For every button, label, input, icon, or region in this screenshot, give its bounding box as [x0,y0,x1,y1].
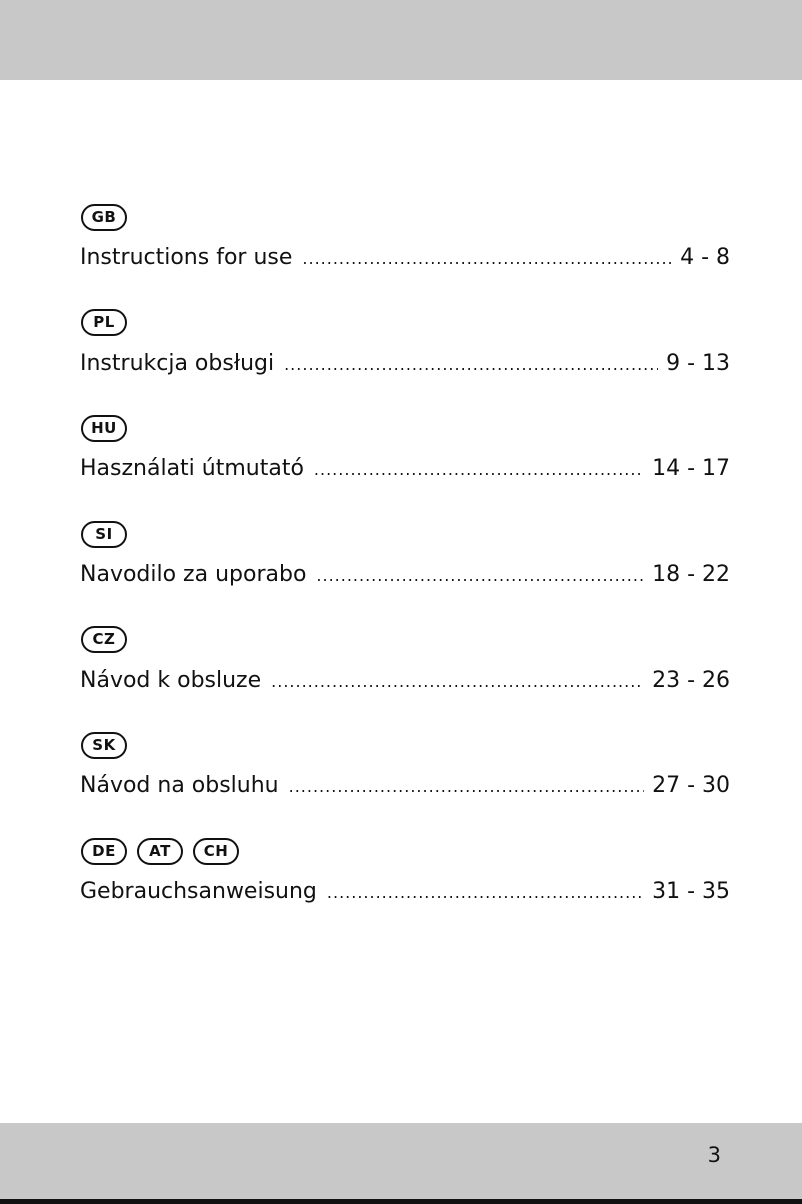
toc-entry-pages: 27 - 30 [652,773,730,799]
toc-section-hu [80,411,730,517]
language-badge-gb: GB [81,204,127,231]
language-badges [81,411,730,445]
toc-entry-title: Navodilo za uporabo [80,562,307,588]
toc-entry[interactable] [80,455,730,484]
toc-entry-title: Instructions for use [80,245,293,270]
toc-section-sk [80,728,730,834]
language-badges [81,517,730,551]
language-badge-pl: PL [81,309,127,336]
language-badge-ch: CH [193,838,239,865]
toc-section-si [80,517,730,623]
toc-entry[interactable] [80,350,730,379]
toc-entry-title: Návod na obsluhu [80,773,279,799]
toc-entry-title: Használati útmutató [80,456,304,482]
toc-entry-pages: 23 - 26 [652,667,730,693]
toc-entry-pages: 9 - 13 [666,350,730,376]
language-badge-hu: HU [81,415,127,442]
toc-section-pl [80,306,730,412]
page-number: 3 [707,1143,721,1167]
toc-entry[interactable] [80,772,730,801]
language-badge-at: AT [137,838,183,865]
language-badge-cz: CZ [81,626,127,653]
language-badge-de: DE [81,838,127,865]
language-badges [81,200,730,234]
table-of-contents [80,200,730,940]
top-gray-band [0,0,802,80]
toc-entry-pages: 18 - 22 [652,562,730,588]
toc-entry[interactable] [80,878,730,907]
dot-leader [302,245,672,273]
language-badge-sk: SK [81,732,127,759]
toc-entry[interactable] [80,244,730,273]
bottom-divider [0,1199,802,1204]
language-badges [81,728,730,762]
toc-entry-pages: 4 - 8 [680,245,730,270]
toc-entry-title: Gebrauchsanweisung [80,879,317,905]
toc-entry[interactable] [80,667,730,696]
dot-leader [271,668,644,696]
toc-section-cz [80,623,730,729]
dot-leader [327,879,644,907]
toc-entry-title: Instrukcja obsługi [80,350,275,376]
dot-leader [314,456,644,484]
dot-leader [284,351,658,379]
language-badge-si: SI [81,521,127,548]
language-badges [81,834,730,868]
toc-section-gb [80,200,730,306]
dot-leader [316,562,644,590]
toc-entry-title: Návod k obsluze [80,667,262,693]
language-badges [81,623,730,657]
toc-entry-pages: 31 - 35 [652,879,730,905]
language-badges [81,306,730,340]
toc-entry-pages: 14 - 17 [652,456,730,482]
toc-entry[interactable] [80,561,730,590]
toc-section-de-at-ch [80,834,730,940]
bottom-gray-band [0,1123,802,1204]
dot-leader [289,773,644,801]
